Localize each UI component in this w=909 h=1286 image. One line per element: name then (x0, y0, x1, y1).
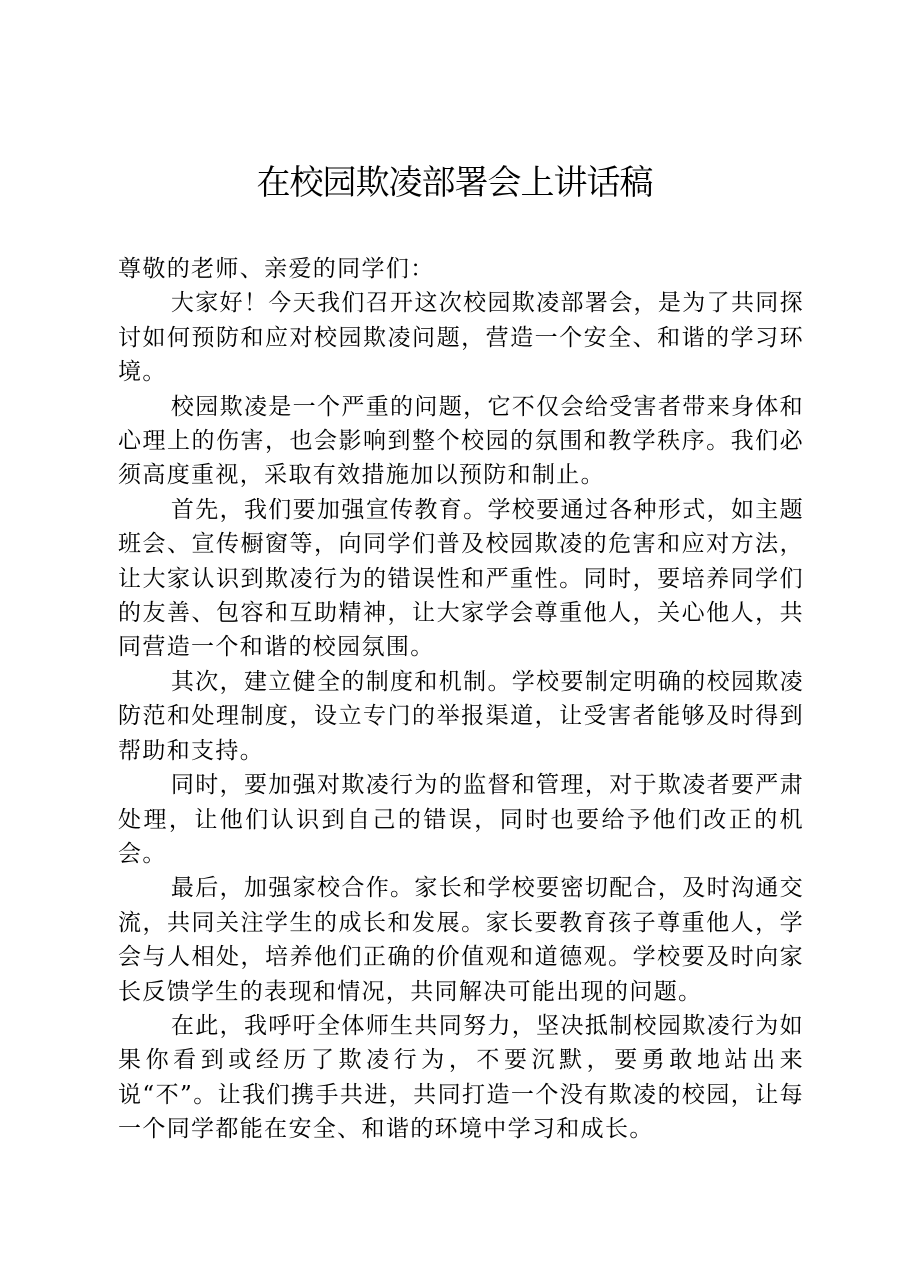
paragraph-system: 其次，建立健全的制度和机制。学校要制定明确的校园欺凌防范和处理制度，设立专门的举报渠道，让受害者能够及时得到帮助和支持。 (118, 668, 804, 764)
paragraph-greeting: 大家好！今天我们召开这次校园欺凌部署会，是为了共同探讨如何预防和应对校园欺凌问题，营造一个安全、和谐的学习环境。 (118, 290, 804, 386)
salutation: 尊敬的老师、亲爱的同学们： (118, 256, 435, 282)
paragraph-supervision: 同时，要加强对欺凌行为的监督和管理，对于欺凌者要严肃处理，让他们认识到自己的错误，同时也要给予他们改正的机会。 (118, 772, 804, 867)
paragraph-education: 首先，我们要加强宣传教育。学校要通过各种形式，如主题班会、宣传橱窗等，向同学们普及校园欺凌的危害和应对方法，让大家认识到欺凌行为的错误性和严重性。同时，要培养同学们的友善、包容和互助精神，让大家学会尊重他人，关心他人，共同营造一个和谐的校园氛围。 (118, 496, 804, 661)
paragraph-home-school: 最后，加强家校合作。家长和学校要密切配合，及时沟通交流，共同关注学生的成长和发展。家长要教育孩子尊重他人，学会与人相处，培养他们正确的价值观和道德观。学校要及时向家长反馈学生的表现和情况，共同解决可能出现的问题。 (118, 875, 804, 1005)
document-title: 在校园欺凌部署会上讲话稿 (256, 163, 653, 203)
paragraph-appeal: 在此，我呼吁全体师生共同努力，坚决抵制校园欺凌行为如果你看到或经历了欺凌行为，不要沉默，要勇敢地站出来说“不”。让我们携手共进，共同打造一个没有欺凌的校园，让每一个同学都能在安全、和谐的环境中学习和成长。 (118, 1012, 804, 1143)
paragraph-problem: 校园欺凌是一个严重的问题，它不仅会给受害者带来身体和心理上的伤害，也会影响到整个校园的氛围和教学秩序。我们必须高度重视，采取有效措施加以预防和制止。 (118, 393, 804, 489)
document-body (118, 252, 804, 1147)
